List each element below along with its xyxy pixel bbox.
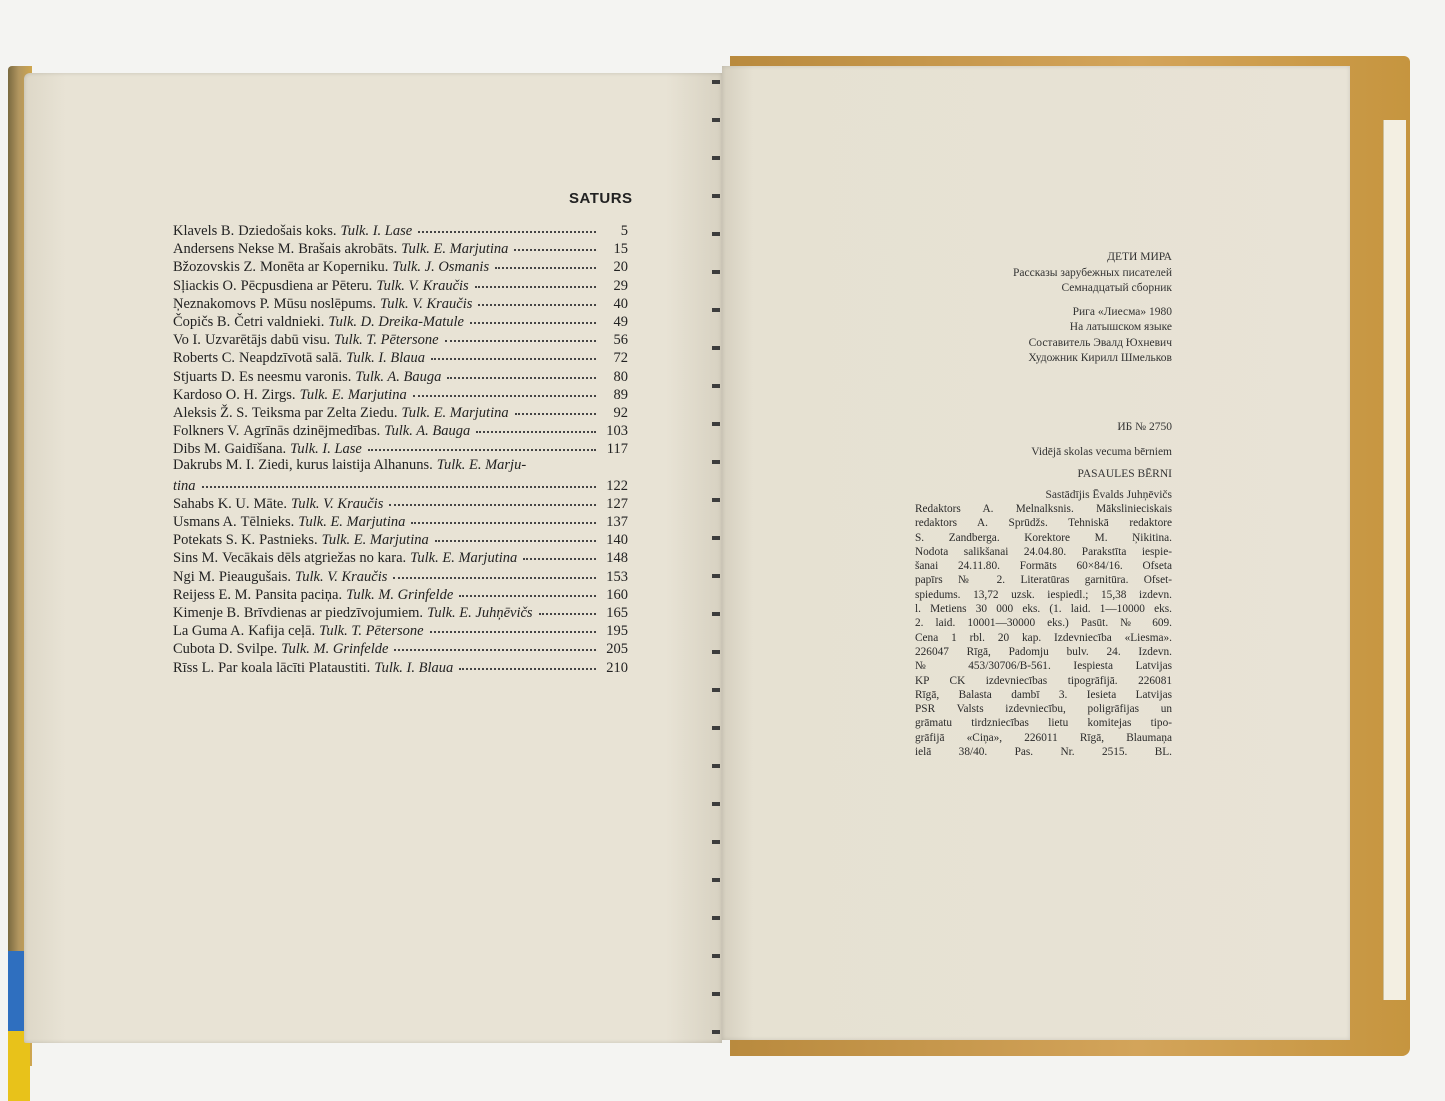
toc-author: Ņeznakomovs P.: [173, 295, 270, 312]
stitch: [712, 1030, 720, 1034]
audience-note: Vidējā skolas vecuma bērniem: [1031, 446, 1172, 458]
toc-title: Tēlnieks.: [240, 514, 295, 530]
toc-leader-dots: [470, 310, 596, 324]
stitch: [712, 498, 720, 502]
stitch: [712, 384, 720, 388]
stitch: [712, 156, 720, 160]
stitch: [712, 308, 720, 312]
colophon-line: redaktors A. Sprūdžs. Tehniskā redaktore: [915, 517, 1172, 530]
toc-title: Uzvarētājs dabū visu.: [204, 332, 331, 349]
toc-leader-dots: [394, 637, 596, 651]
colophon-line: 226047 Rīgā, Padomju bulv. 24. Izdevn.: [915, 645, 1172, 658]
toc-title: Pansita paciņa.: [255, 586, 343, 603]
toc-title: Māte.: [253, 495, 287, 512]
toc-title: Neapdzīvotā salā.: [239, 350, 343, 367]
toc-translator: Tulk. I. Lase: [340, 223, 413, 239]
stitch: [712, 270, 720, 274]
toc-author: Usmans A.: [173, 514, 237, 530]
toc-translator: Tulk. E. Marjutina: [401, 404, 509, 421]
toc-page-number: 195: [606, 623, 628, 640]
toc-author: Čopičs B.: [173, 313, 231, 330]
toc-author: Rīss L.: [173, 659, 215, 676]
toc-title: Agrīnās dzinējmedības.: [243, 423, 381, 440]
toc-translator: Tulk. A. Bauga: [355, 368, 442, 385]
colophon-line: Redaktors A. Melnalksnis. Mākslinieciskais: [915, 503, 1172, 515]
toc-title: Gaidīšana.: [224, 441, 287, 458]
colophon-line: S. Zandberga. Korektore M. Ņikitina.: [915, 531, 1172, 544]
colophon-line: šanai 24.11.80. Formāts 60×84/16. Ofseta: [915, 560, 1172, 573]
colophon-line: Cena 1 rbl. 20 kap. Izdevniecība «Liesma».: [915, 631, 1172, 644]
colophon-line: PSR Valsts izdevniecību, poligrāfijas un: [915, 703, 1172, 716]
toc-title: Es neesmu varonis.: [239, 368, 352, 385]
colophon-line: 2. laid. 10001—30000 eks.) Pasūt. № 609.: [915, 617, 1172, 630]
toc-translator: Tulk. T. Pētersone: [334, 332, 439, 349]
stitch: [712, 764, 720, 768]
toc-leader-dots: [475, 274, 596, 288]
stitch: [712, 878, 720, 882]
toc-page-number: 92: [613, 404, 628, 421]
toc-author: Dakrubs M. I.: [173, 457, 255, 474]
toc-translator: Tulk. V. Kraučis: [295, 568, 388, 585]
toc-page-number: 89: [613, 386, 628, 403]
toc-leader-dots: [539, 601, 596, 615]
toc-translator: Tulk. I. Lase: [290, 441, 362, 458]
toc-leader-dots: [202, 474, 596, 488]
toc-title: Ziedi, kurus laistija Alhanuns.: [258, 457, 433, 474]
toc-translator: Tulk. E. Marjutina: [410, 550, 518, 567]
toc-entry: [173, 658, 628, 676]
toc-author: Ngi M.: [173, 568, 215, 585]
stitch: [712, 688, 720, 692]
toc-author: Roberts C.: [173, 350, 236, 367]
toc-translator: Tulk. M. Grinfelde: [281, 641, 389, 658]
toc-author: Sļiackis O.: [173, 277, 237, 294]
toc-page-number: 153: [606, 568, 628, 585]
toc-page-number: 20: [613, 259, 628, 276]
toc-page-number: 72: [613, 350, 628, 367]
colophon-line: spiedums. 13,72 uzsk. iespiedl.; 15,38 izdevn.: [915, 588, 1172, 601]
toc-title: Dziedošais koks.: [238, 223, 337, 239]
toc-title: Mūsu noslēpums.: [273, 295, 376, 312]
stitch: [712, 80, 720, 84]
stitch: [712, 346, 720, 350]
stitch: [712, 840, 720, 844]
toc-author: Vo I.: [173, 332, 201, 349]
toc-leader-dots: [445, 328, 596, 342]
toc-page-number: 49: [613, 313, 628, 330]
toc-translator: Tulk. A. Bauga: [384, 423, 471, 440]
ib-number: ИБ № 2750: [1117, 421, 1172, 433]
toc-page-number: 165: [606, 604, 628, 621]
toc-page-number: 122: [606, 477, 628, 494]
toc-page-number: 137: [606, 514, 628, 530]
toc-leader-dots: [514, 237, 596, 251]
ru-compiler: Составитель Эвалд Юхневич: [1028, 336, 1172, 349]
stitch: [712, 802, 720, 806]
toc-author: Sahabs K. U.: [173, 495, 250, 512]
colophon-line: № 453/30706/B-561. Iespiesta Latvijas: [915, 660, 1172, 673]
toc-page-number: 103: [606, 423, 628, 440]
toc-author: Kardoso O. H.: [173, 386, 258, 403]
toc-leader-dots: [431, 346, 596, 360]
toc-title: Par koala lācīti Plataustiti.: [218, 659, 371, 676]
colophon: [915, 502, 1172, 759]
stitch: [712, 194, 720, 198]
toc-page-number: 15: [613, 241, 628, 258]
toc-title: Monēta ar Koperniku.: [259, 259, 389, 276]
toc-title: Brīvdienas ar piedzīvojumiem.: [243, 604, 424, 621]
toc-translator: Tulk. E. Marjutina: [298, 514, 406, 530]
toc-title: Zirgs.: [261, 386, 296, 403]
ru-artist: Художник Кирилл Шмельков: [1028, 352, 1172, 364]
toc-page-number: 210: [606, 659, 628, 676]
lv-book-title: PASAULES BĒRNI: [1077, 467, 1172, 480]
toc-author: Reijess E. M.: [173, 586, 252, 603]
toc-page-number: 148: [606, 550, 628, 567]
toc-leader-dots: [389, 492, 596, 506]
toc-page-number: 117: [606, 441, 628, 458]
toc-title: Pēcpusdiena ar Pēteru.: [240, 277, 373, 294]
toc-title: Brašais akrobāts.: [298, 241, 398, 258]
toc-translator: Tulk. E. Marju-: [436, 457, 527, 474]
toc-translator: Tulk. V. Kraučis: [380, 295, 473, 312]
toc-leader-dots: [459, 583, 596, 597]
toc-author: Andersens Nekse M.: [173, 241, 295, 258]
ru-title: ДЕТИ МИРА: [1107, 251, 1172, 263]
toc-title: Četri valdnieki.: [234, 313, 325, 330]
toc-leader-dots: [393, 565, 596, 579]
stitch: [712, 574, 720, 578]
toc-page-number: 40: [613, 295, 628, 312]
colophon-line: ielā 38/40. Pas. Nr. 2515. BL.: [915, 746, 1172, 759]
ru-language: На латышском языке: [1069, 321, 1172, 333]
toc-translator: Tulk. E. Marjutina: [299, 386, 407, 403]
toc-author: Stjuarts D.: [173, 368, 236, 385]
toc-leader-dots: [523, 546, 596, 560]
toc-leader-dots: [435, 528, 596, 542]
colophon-line: Rīgā, Balasta dambī 3. Iesieta Latvijas: [915, 688, 1172, 701]
russian-imprint: [950, 250, 1172, 367]
toc-page-number: 80: [613, 368, 628, 385]
colophon-line: papīrs № 2. Literatūras garnitūra. Ofset-: [915, 574, 1172, 587]
toc-translator: Tulk. E. Marjutina: [321, 532, 429, 549]
latvian-title-block: [950, 442, 1172, 507]
toc-author: Kimenje B.: [173, 604, 240, 621]
toc-author: Klavels B.: [173, 223, 235, 239]
toc-translator: Tulk. I. Blaua: [374, 659, 454, 676]
toc-title: Vecākais dēls atgriežas no kara.: [222, 550, 407, 567]
toc-translator: Tulk. E. Juhņēvičs: [427, 604, 533, 621]
toc-heading: SATURS: [569, 190, 633, 207]
toc-title: Pieaugušais.: [218, 568, 291, 585]
stitch: [712, 612, 720, 616]
toc-translator: Tulk. J. Osmanis: [392, 259, 490, 276]
toc-leader-dots: [413, 383, 596, 397]
colophon-line: l. Metiens 30 000 eks. (1. laid. 1—10000 eks.: [915, 603, 1172, 616]
toc-entry: [173, 439, 628, 457]
toc-translator: Tulk. V. Kraučis: [376, 277, 469, 294]
toc-page-number: 205: [606, 641, 628, 658]
stitch: [712, 954, 720, 958]
stitch: [712, 460, 720, 464]
toc-leader-dots: [476, 419, 596, 433]
toc-author: Aleksis Ž. S.: [173, 404, 248, 421]
lv-compiler: Sastādījis Ēvalds Juhņēvičs: [1045, 489, 1172, 501]
toc-author: Folkners V.: [173, 423, 240, 440]
toc-author: La Guma A.: [173, 623, 245, 640]
toc-translator: Tulk. E. Marjutina: [401, 241, 509, 258]
toc-leader-dots: [478, 292, 596, 306]
toc-leader-dots: [411, 510, 596, 524]
toc-title: Kafija ceļā.: [248, 623, 316, 640]
toc-title: Svilpe.: [236, 641, 278, 658]
colophon-line: grāfijā «Ciņa», 226011 Rīgā, Blaumaņa: [915, 731, 1172, 744]
toc-title: Pastnieks.: [259, 532, 318, 549]
ru-subtitle: Семнадцатый сборник: [1061, 282, 1172, 294]
toc-leader-dots: [418, 219, 596, 233]
toc-translator: Tulk. T. Pētersone: [319, 623, 424, 640]
colophon-line: Nodota salikšanai 24.04.80. Parakstīta iespie-: [915, 545, 1172, 558]
toc-author: Cubota D.: [173, 641, 233, 658]
toc-page-number: 127: [606, 495, 628, 512]
toc-leader-dots: [495, 255, 596, 269]
toc-leader-dots: [368, 437, 596, 451]
toc-leader-dots: [515, 401, 596, 415]
ru-city: Рига «Лиесма» 1980: [1072, 305, 1172, 318]
toc-translator: Tulk. D. Dreika-Matule: [328, 313, 464, 330]
stitch: [712, 422, 720, 426]
stitch: [712, 650, 720, 654]
toc-translator: tina: [173, 477, 196, 494]
colophon-line: KP CK izdevniecības tipogrāfijā. 226081: [915, 674, 1172, 687]
toc-translator: Tulk. M. Grinfelde: [346, 586, 454, 603]
toc-page-number: 160: [606, 586, 628, 603]
stitch: [712, 726, 720, 730]
stitch: [712, 232, 720, 236]
stitch: [712, 118, 720, 122]
toc-translator: Tulk. I. Blaua: [346, 350, 426, 367]
toc-translator: Tulk. V. Kraučis: [290, 495, 384, 512]
toc-leader-dots: [447, 365, 596, 379]
stitch: [712, 992, 720, 996]
stitch: [712, 916, 720, 920]
endpaper-edge: [1383, 120, 1406, 1000]
colophon-line: grāmatu tirdzniecības lietu komitejas tipo-: [915, 717, 1172, 730]
toc-leader-dots: [459, 656, 596, 670]
table-of-contents: [173, 221, 628, 676]
toc-page-number: 5: [620, 223, 628, 239]
toc-page-number: 56: [613, 332, 628, 349]
toc-title: Teiksma par Zelta Ziedu.: [251, 404, 398, 421]
toc-author: Dibs M.: [173, 441, 221, 458]
stitch: [712, 536, 720, 540]
toc-leader-dots: [430, 619, 596, 633]
toc-page-number: 140: [606, 532, 628, 549]
toc-page-number: 29: [613, 277, 628, 294]
ru-subtitle: Рассказы зарубежных писателей: [1013, 266, 1172, 279]
toc-author: Potekats S. K.: [173, 532, 256, 549]
toc-author: Bžozovskis Z.: [173, 259, 256, 276]
toc-author: Sins M.: [173, 550, 219, 567]
